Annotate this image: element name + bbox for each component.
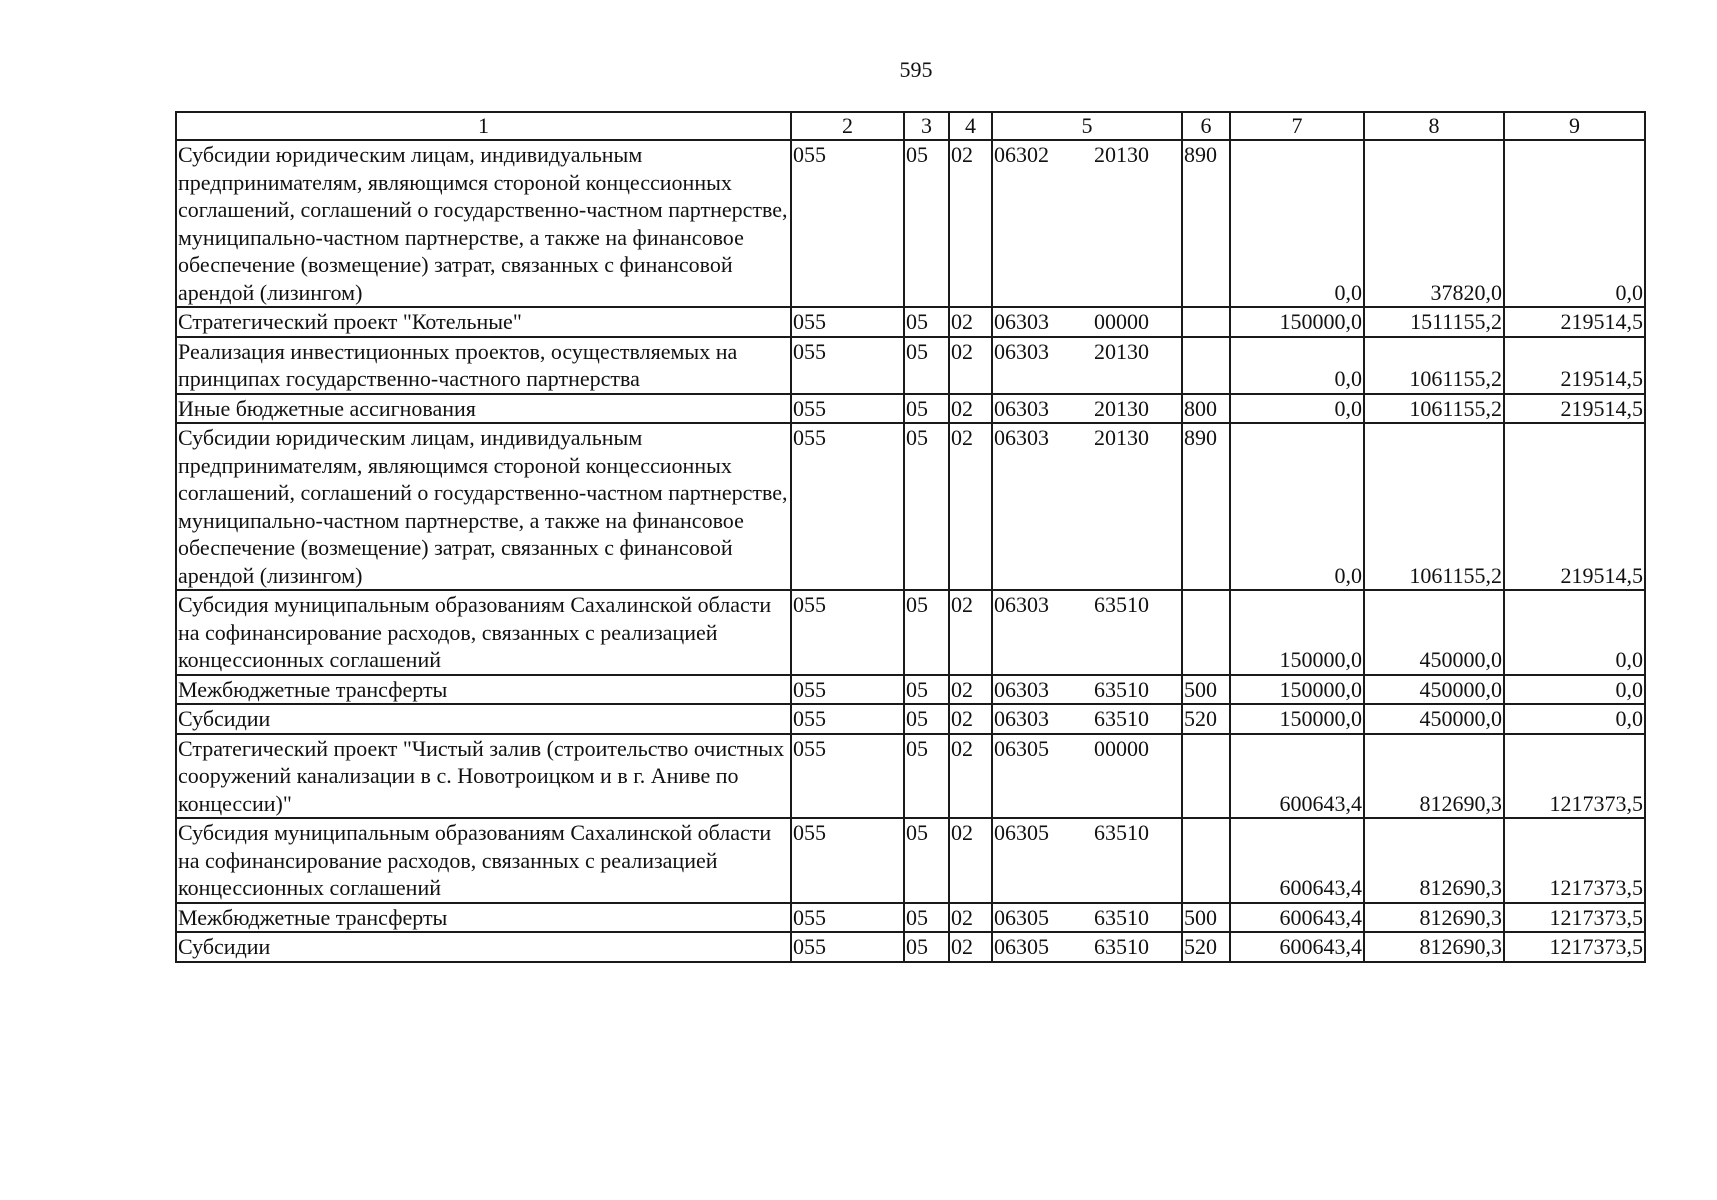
subsection-code: 02 (949, 675, 992, 705)
grbs-code: 055 (791, 734, 904, 819)
table-row (176, 423, 1645, 590)
amount-col-8: 1061155,2 (1364, 423, 1504, 590)
column-header: 5 (992, 112, 1182, 140)
target-article-code (992, 734, 1182, 819)
target-article-code (992, 818, 1182, 903)
subsection-code: 02 (949, 704, 992, 734)
target-article-program: 06303 (994, 338, 1049, 364)
amount-col-7: 0,0 (1230, 394, 1364, 424)
table-row (176, 140, 1645, 307)
section-code: 05 (904, 903, 949, 933)
section-code: 05 (904, 590, 949, 675)
expense-type-code: 890 (1182, 140, 1230, 307)
table-row (176, 590, 1645, 675)
target-article-code (992, 675, 1182, 705)
column-header: 6 (1182, 112, 1230, 140)
amount-col-8: 812690,3 (1364, 734, 1504, 819)
table-row (176, 932, 1645, 962)
expense-type-code (1182, 590, 1230, 675)
subsection-code: 02 (949, 818, 992, 903)
section-code: 05 (904, 423, 949, 590)
expense-type-code (1182, 734, 1230, 819)
amount-col-8: 1061155,2 (1364, 337, 1504, 394)
target-article-program: 06305 (994, 934, 1049, 959)
grbs-code: 055 (791, 932, 904, 962)
target-article-program: 06305 (994, 820, 1049, 845)
grbs-code: 055 (791, 704, 904, 734)
table-row (176, 903, 1645, 933)
amount-col-9: 1217373,5 (1504, 818, 1645, 903)
row-name: Межбюджетные трансферты (176, 903, 791, 933)
amount-col-7: 150000,0 (1230, 590, 1364, 675)
row-name: Субсидии юридическим лицам, индивидуальным предпринимателям, являющимся стороной концессионных соглашений, соглашений о государственно-частном партнерстве, муниципально-частном партнерстве, а также на финансовое обеспечение (возмещение) затрат, связанных с финансовой арендой (лизингом) (176, 140, 791, 307)
table-row (176, 818, 1645, 903)
amount-col-8: 1511155,2 (1364, 307, 1504, 337)
row-name: Субсидии (176, 932, 791, 962)
table-row (176, 734, 1645, 819)
column-header: 8 (1364, 112, 1504, 140)
subsection-code: 02 (949, 590, 992, 675)
amount-col-7: 150000,0 (1230, 307, 1364, 337)
section-code: 05 (904, 734, 949, 819)
amount-col-8: 450000,0 (1364, 675, 1504, 705)
amount-col-7: 0,0 (1230, 140, 1364, 307)
budget-table (175, 111, 1646, 963)
subsection-code: 02 (949, 307, 992, 337)
amount-col-9: 0,0 (1504, 675, 1645, 705)
expense-type-code (1182, 818, 1230, 903)
subsection-code: 02 (949, 903, 992, 933)
amount-col-7: 0,0 (1230, 337, 1364, 394)
target-article-direction: 00000 (1094, 735, 1149, 761)
target-article-direction: 63510 (1094, 592, 1149, 617)
section-code: 05 (904, 140, 949, 307)
row-name: Субсидии (176, 704, 791, 734)
table-row (176, 394, 1645, 424)
expense-type-code (1182, 337, 1230, 394)
target-article-direction: 20130 (1094, 338, 1149, 364)
target-article-code (992, 590, 1182, 675)
target-article-direction: 63510 (1094, 676, 1149, 702)
row-name: Стратегический проект "Чистый залив (строительство очистных сооружений канализации в с. Новотроицком и в г. Аниве по концессии)" (176, 734, 791, 819)
amount-col-8: 812690,3 (1364, 903, 1504, 933)
target-article-code (992, 394, 1182, 424)
header-row (176, 112, 1645, 140)
column-header: 1 (176, 112, 791, 140)
amount-col-8: 37820,0 (1364, 140, 1504, 307)
target-article-code (992, 307, 1182, 337)
page-number: 595 (899, 57, 933, 82)
amount-col-9: 219514,5 (1504, 394, 1645, 424)
target-article-program: 06303 (994, 676, 1049, 702)
target-article-program: 06303 (994, 706, 1049, 731)
table-row (176, 675, 1645, 705)
target-article-code (992, 903, 1182, 933)
table-row (176, 307, 1645, 337)
grbs-code: 055 (791, 423, 904, 590)
subsection-code: 02 (949, 423, 992, 590)
target-article-direction: 63510 (1094, 706, 1149, 731)
amount-col-9: 219514,5 (1504, 337, 1645, 394)
grbs-code: 055 (791, 394, 904, 424)
section-code: 05 (904, 818, 949, 903)
section-code: 05 (904, 337, 949, 394)
target-article-direction: 63510 (1094, 820, 1149, 845)
column-header: 9 (1504, 112, 1645, 140)
target-article-direction: 20130 (1094, 395, 1149, 421)
target-article-code (992, 423, 1182, 590)
amount-col-9: 219514,5 (1504, 307, 1645, 337)
row-name: Реализация инвестиционных проектов, осуществляемых на принципах государственно-частного партнерства (176, 337, 791, 394)
row-name: Стратегический проект "Котельные" (176, 307, 791, 337)
target-article-program: 06305 (994, 735, 1049, 761)
amount-col-7: 600643,4 (1230, 903, 1364, 933)
amount-col-9: 0,0 (1504, 590, 1645, 675)
amount-col-8: 1061155,2 (1364, 394, 1504, 424)
amount-col-9: 0,0 (1504, 140, 1645, 307)
amount-col-7: 600643,4 (1230, 932, 1364, 962)
expense-type-code: 520 (1182, 704, 1230, 734)
section-code: 05 (904, 704, 949, 734)
target-article-direction: 20130 (1094, 425, 1149, 450)
amount-col-8: 812690,3 (1364, 818, 1504, 903)
row-name: Межбюджетные трансферты (176, 675, 791, 705)
section-code: 05 (904, 675, 949, 705)
subsection-code: 02 (949, 932, 992, 962)
row-name: Иные бюджетные ассигнования (176, 394, 791, 424)
column-header: 3 (904, 112, 949, 140)
target-article-direction: 63510 (1094, 904, 1149, 930)
grbs-code: 055 (791, 140, 904, 307)
subsection-code: 02 (949, 140, 992, 307)
amount-col-9: 219514,5 (1504, 423, 1645, 590)
target-article-code (992, 704, 1182, 734)
column-header: 7 (1230, 112, 1364, 140)
section-code: 05 (904, 394, 949, 424)
target-article-program: 06303 (994, 425, 1049, 450)
expense-type-code (1182, 307, 1230, 337)
grbs-code: 055 (791, 818, 904, 903)
row-name: Субсидия муниципальным образованиям Сахалинской области на софинансирование расходов, связанных с реализацией концессионных соглашений (176, 590, 791, 675)
row-name: Субсидия муниципальным образованиям Сахалинской области на софинансирование расходов, связанных с реализацией концессионных соглашений (176, 818, 791, 903)
section-code: 05 (904, 932, 949, 962)
grbs-code: 055 (791, 590, 904, 675)
target-article-code (992, 932, 1182, 962)
expense-type-code: 500 (1182, 675, 1230, 705)
amount-col-9: 0,0 (1504, 704, 1645, 734)
amount-col-8: 450000,0 (1364, 704, 1504, 734)
subsection-code: 02 (949, 337, 992, 394)
grbs-code: 055 (791, 675, 904, 705)
amount-col-7: 600643,4 (1230, 734, 1364, 819)
amount-col-9: 1217373,5 (1504, 903, 1645, 933)
column-header: 4 (949, 112, 992, 140)
table-row (176, 704, 1645, 734)
target-article-program: 06302 (994, 142, 1049, 167)
target-article-program: 06303 (994, 395, 1049, 421)
amount-col-8: 450000,0 (1364, 590, 1504, 675)
amount-col-7: 150000,0 (1230, 675, 1364, 705)
target-article-program: 06303 (994, 309, 1049, 334)
target-article-code (992, 337, 1182, 394)
subsection-code: 02 (949, 394, 992, 424)
amount-col-7: 600643,4 (1230, 818, 1364, 903)
section-code: 05 (904, 307, 949, 337)
amount-col-7: 0,0 (1230, 423, 1364, 590)
target-article-direction: 20130 (1094, 142, 1149, 167)
column-header: 2 (791, 112, 904, 140)
expense-type-code: 520 (1182, 932, 1230, 962)
grbs-code: 055 (791, 903, 904, 933)
expense-type-code: 500 (1182, 903, 1230, 933)
target-article-direction: 63510 (1094, 934, 1149, 959)
amount-col-7: 150000,0 (1230, 704, 1364, 734)
grbs-code: 055 (791, 307, 904, 337)
row-name: Субсидии юридическим лицам, индивидуальным предпринимателям, являющимся стороной концессионных соглашений, соглашений о государственно-частном партнерстве, муниципально-частном партнерстве, а также на финансовое обеспечение (возмещение) затрат, связанных с финансовой арендой (лизингом) (176, 423, 791, 590)
target-article-direction: 00000 (1094, 309, 1149, 334)
subsection-code: 02 (949, 734, 992, 819)
target-article-program: 06305 (994, 904, 1049, 930)
grbs-code: 055 (791, 337, 904, 394)
target-article-program: 06303 (994, 592, 1049, 617)
table-row (176, 337, 1645, 394)
amount-col-8: 812690,3 (1364, 932, 1504, 962)
expense-type-code: 890 (1182, 423, 1230, 590)
expense-type-code: 800 (1182, 394, 1230, 424)
amount-col-9: 1217373,5 (1504, 734, 1645, 819)
target-article-code (992, 140, 1182, 307)
amount-col-9: 1217373,5 (1504, 932, 1645, 962)
